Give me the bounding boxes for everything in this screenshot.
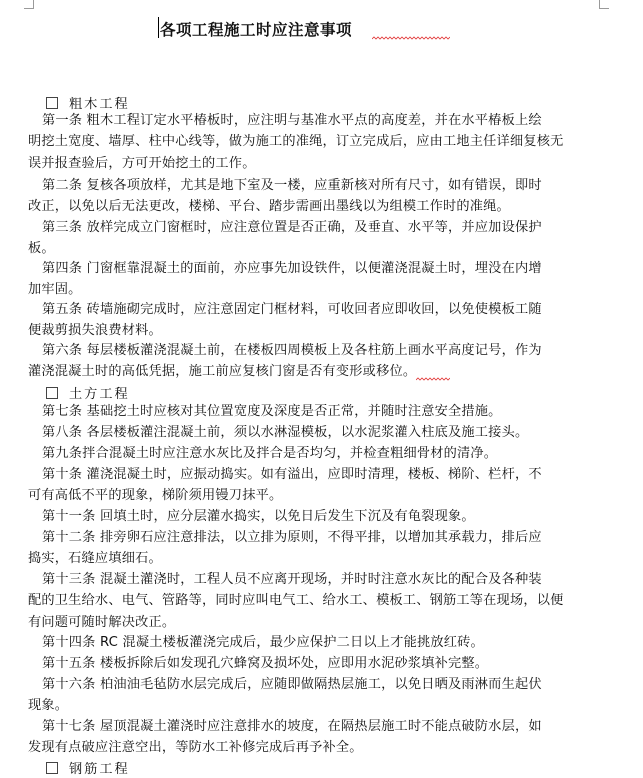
spellcheck-underline xyxy=(416,377,450,381)
clause-line: 第十条 灌浇混凝土时，应振动捣实。如有溢出，应即时清理，楼板、梯阶、栏杆，不 xyxy=(42,467,542,482)
clause-line: 第十六条 柏油油毛毡防水层完成后，应随即做隔热层施工，以免日晒及雨淋而生起伏 xyxy=(42,677,542,692)
clause-paragraph xyxy=(28,569,590,633)
clause-paragraph xyxy=(28,340,590,383)
clause-line: 发现有点破应注意空出，等防水工补修完成后再予补全。 xyxy=(28,740,363,756)
clause-paragraph xyxy=(28,299,590,342)
clause-paragraph xyxy=(42,401,590,422)
clause-line: 第二条 复核各项放样，尤其是地下室及一楼，应重新核对所有尺寸，如有错误，即时 xyxy=(42,178,542,193)
clause-paragraph xyxy=(28,716,590,759)
section-heading xyxy=(42,383,590,403)
clause-line: 第十三条 混凝土灌浇时，工程人员不应离开现场，并时时注意水灰比的配合及各种装 xyxy=(42,572,542,587)
clause-paragraph xyxy=(42,443,590,464)
clause-paragraph xyxy=(28,464,590,507)
checkbox-icon xyxy=(46,97,58,109)
clause-line: 灌浇混凝土时的高低凭据，施工前应复核门窗是否有变形或移位。 xyxy=(28,364,417,380)
clause-paragraph xyxy=(42,653,590,674)
clause-paragraph xyxy=(28,217,590,260)
clause-line: 可有高低不平的现象，梯阶须用镘刀抹平。 xyxy=(28,488,283,504)
clause-line: 现象。 xyxy=(28,698,69,714)
clause-line: 加牢固。 xyxy=(28,282,82,298)
spellcheck-underline xyxy=(372,36,450,40)
clause-line: 第八条 各层楼板灌注混凝土前，须以水淋湿模板，以水泥浆灌入柱底及施工接头。 xyxy=(42,425,529,440)
page-corner-mark xyxy=(599,8,609,9)
section-heading-label: 粗木工程 xyxy=(69,97,130,112)
clause-line: 捣实，石缝应填细石。 xyxy=(28,551,162,567)
checkbox-icon xyxy=(46,762,58,774)
clause-line: 配的卫生给水、电气、管路等，同时应叫电气工、给水工、模板工、钢筋工等在现场，以便 xyxy=(28,593,564,609)
clause-paragraph xyxy=(42,632,590,653)
clause-line: 第六条 每层楼板灌浇混凝土前，在楼板四周模板上及各柱筋上画水平高度记号，作为 xyxy=(42,343,542,358)
clause-line: 便裁剪损失浪费材料。 xyxy=(28,323,162,339)
clause-line: 第十二条 排旁卵石应注意排法，以立排为原则，不得平排，以增加其承载力，排后应 xyxy=(42,530,542,545)
clause-line: 第十五条 楼板拆除后如发现孔穴蜂窝及损坏处，应即用水泥砂浆填补完整。 xyxy=(42,656,489,671)
clause-line: 第五条 砖墙施砌完成时，应注意固定门框材料，可收回者应即收回，以免使模板工随 xyxy=(42,302,542,317)
clause-paragraph xyxy=(28,175,590,218)
clause-line: 第三条 放样完成立门窗框时，应注意位置是否正确，及垂直、水平等，并应加设保护 xyxy=(42,220,542,235)
clause-line: 第九条拌合混凝土时应注意水灰比及拌合是否均匀，并检查粗细骨材的清净。 xyxy=(42,446,498,461)
section-heading-label: 土方工程 xyxy=(69,387,130,402)
checkbox-icon xyxy=(46,387,58,399)
section-heading-label: 钢筋工程 xyxy=(69,762,130,777)
text-cursor xyxy=(158,17,159,38)
clause-line: 明挖土宽度、墙厚、柱中心线等，做为施工的准绳，订立完成后，应由工地主任详细复核无 xyxy=(28,134,564,150)
clause-line: 有问题可随时解决改正。 xyxy=(28,614,176,630)
page-corner-mark xyxy=(24,8,34,9)
clause-line: 第一条 粗木工程订定水平椿板时，应注明与基准水平点的高度差，并在水平椿板上绘 xyxy=(42,113,542,128)
clause-line: 改正，以免以后无法更改，楼梯、平台、踏步需画出墨线以为组模工作时的准绳。 xyxy=(28,199,510,215)
clause-line: 第十七条 屋顶混凝土灌浇时应注意排水的坡度，在隔热层施工时不能点破防水层，如 xyxy=(42,719,542,734)
clause-line: 第十四条 RC 混凝土楼板灌浇完成后，最少应保护二日以上才能挑放红砖。 xyxy=(42,635,484,650)
clause-paragraph xyxy=(42,422,590,443)
clause-line: 第四条 门窗框靠混凝土的面前，亦应事先加设铁件，以便灌浇混凝土时，埋没在内增 xyxy=(42,261,542,276)
clause-paragraph xyxy=(28,258,590,301)
clause-line: 第十一条 回填土时，应分层灌水捣实，以免日后发生下沉及有龟裂现象。 xyxy=(42,509,475,524)
clause-paragraph xyxy=(42,506,590,527)
clause-paragraph xyxy=(28,110,590,174)
section-heading xyxy=(42,758,590,778)
clause-paragraph xyxy=(28,527,590,570)
document-title: 各项工程施工时应注意事项 xyxy=(160,21,353,39)
clause-paragraph xyxy=(28,674,590,717)
clause-line: 板。 xyxy=(28,241,55,257)
clause-line: 误并报查验后，方可开始挖土的工作。 xyxy=(28,155,256,171)
clause-line: 第七条 基础挖土时应核对其位置宽度及深度是否正常，并随时注意安全措施。 xyxy=(42,404,502,419)
